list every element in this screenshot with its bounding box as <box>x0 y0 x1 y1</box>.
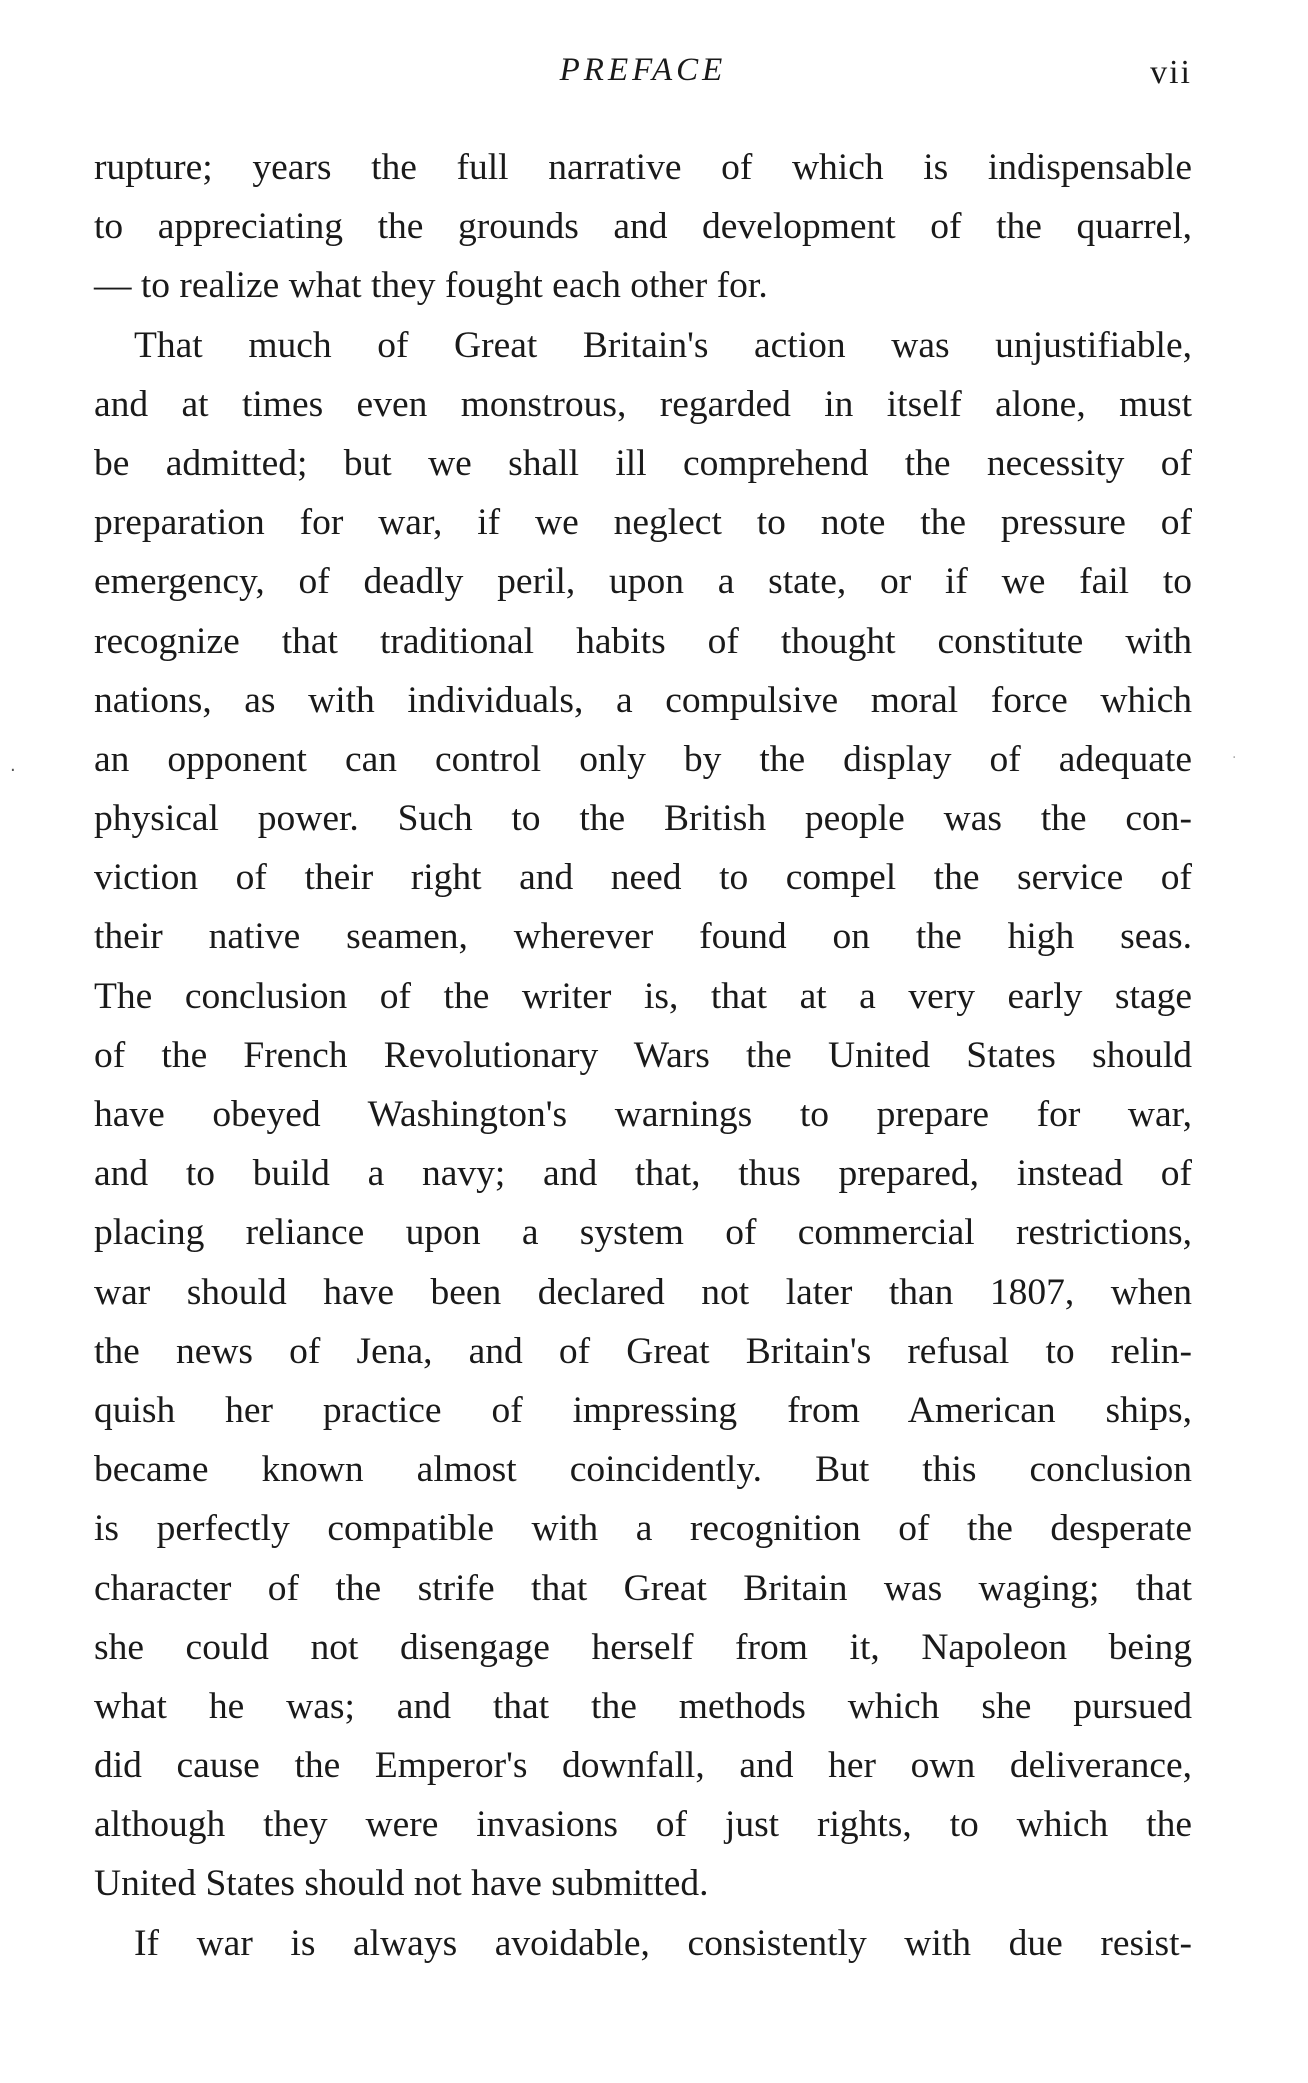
text-line: what he was; and that the methods which she pursued <box>94 1685 1192 1727</box>
text-line: have obeyed Washington's warnings to prepare for war, <box>94 1094 1192 1135</box>
page-number: vii <box>1150 54 1192 91</box>
paragraph <box>94 138 1192 316</box>
text-line: she could not disengage herself from it, Napoleon being <box>94 1626 1192 1668</box>
text-line: rupture; years the full narrative of which is indispensable <box>94 147 1192 188</box>
text-line: of the French Revolutionary Wars the United States should <box>94 1034 1192 1076</box>
text-line: preparation for war, if we neglect to note the pressure of <box>94 502 1192 544</box>
text-line: to appreciating the grounds and development of the quarrel, <box>94 206 1192 248</box>
text-line: physical power. Such to the British people was the con- <box>94 798 1192 840</box>
text-line: The conclusion of the writer is, that at a very early stage <box>94 975 1192 1017</box>
text-line: an opponent can control only by the display of adequate <box>94 738 1192 780</box>
text-line: became known almost coincidently. But this conclusion <box>94 1449 1192 1491</box>
text-line: That much of Great Britain's action was unjustifiable, <box>134 324 1192 366</box>
text-line: quish her practice of impressing from American ships, <box>94 1389 1192 1431</box>
text-line: If war is always avoidable, consistently with due resist- <box>134 1922 1192 1964</box>
text-line: although they were invasions of just rights, to which the <box>94 1804 1192 1846</box>
text-line: and to build a navy; and that, thus prepared, instead of <box>94 1153 1192 1195</box>
text-line: war should have been declared not later than 1807, when <box>94 1271 1192 1313</box>
text-line: viction of their right and need to compel the service of <box>94 857 1192 899</box>
text-line: emergency, of deadly peril, upon a state, or if we fail to <box>94 561 1192 603</box>
text-line: did cause the Emperor's downfall, and her own deliverance, <box>94 1745 1192 1787</box>
running-title: PREFACE <box>559 52 727 88</box>
text-line: recognize that traditional habits of thought constitute with <box>94 620 1192 662</box>
text-line: their native seamen, wherever found on the high seas. <box>94 916 1192 958</box>
paragraph <box>94 1914 1192 1973</box>
text-line: placing reliance upon a system of commercial restrictions, <box>94 1212 1192 1254</box>
page-header <box>94 52 1192 102</box>
text-line: and at times even monstrous, regarded in itself alone, must <box>94 383 1192 425</box>
text-line: United States should not have submitted. <box>94 1863 709 1905</box>
text-line: is perfectly compatible with a recognition of the desperate <box>94 1508 1192 1550</box>
body-text <box>94 138 1192 1973</box>
margin-dot: · <box>1232 750 1237 766</box>
margin-dot: · <box>10 760 16 781</box>
text-line: be admitted; but we shall ill comprehend the necessity of <box>94 442 1192 484</box>
text-line: character of the strife that Great Britain was waging; that <box>94 1567 1192 1609</box>
text-line: nations, as with individuals, a compulsive moral force which <box>94 679 1192 721</box>
paragraph <box>94 316 1192 1914</box>
text-line: the news of Jena, and of Great Britain's refusal to relin- <box>94 1330 1192 1372</box>
text-line: — to realize what they fought each other for. <box>94 265 768 307</box>
